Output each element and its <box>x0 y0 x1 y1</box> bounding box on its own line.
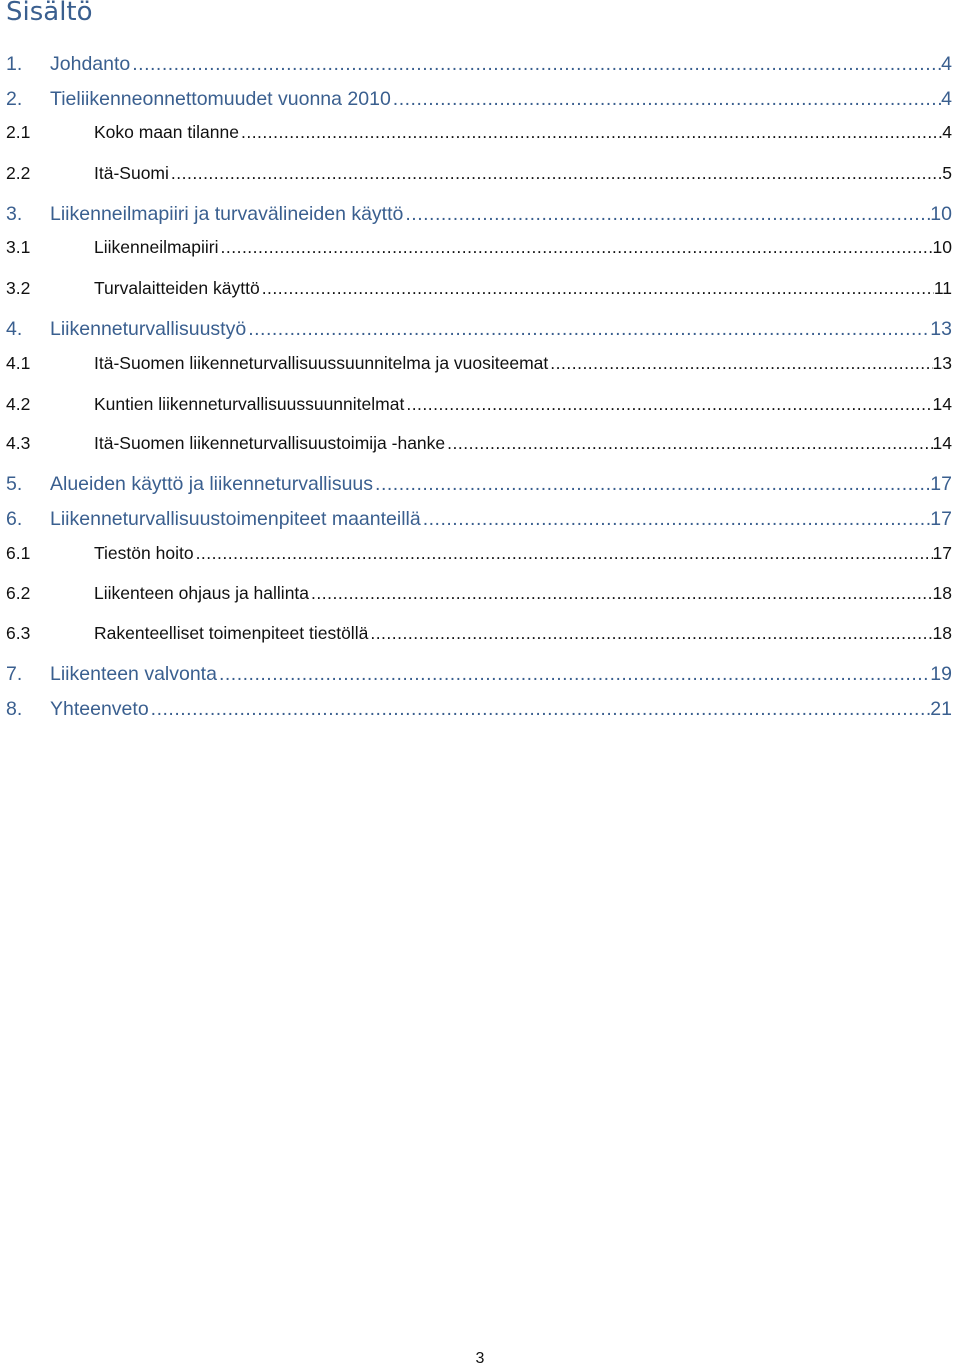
toc-entry-title: Tiestön hoito <box>94 542 194 563</box>
toc-entry-title: Liikenteen valvonta <box>50 662 217 685</box>
toc-dot-leader <box>169 163 942 184</box>
toc-dot-leader <box>373 473 930 496</box>
toc-entry-title: Liikenneturvallisuustyö <box>50 317 247 340</box>
toc-dot-leader <box>404 394 932 415</box>
toc-entry-page: 17 <box>932 542 952 563</box>
toc-entry-2-2[interactable] <box>6 158 952 188</box>
toc-dot-leader <box>260 278 934 299</box>
toc-entry-6-2[interactable] <box>6 578 952 608</box>
toc-dot-leader <box>421 508 931 531</box>
toc-dot-leader <box>217 663 930 686</box>
toc-entry-title: Turvalaitteiden käyttö <box>94 277 260 298</box>
toc-entry-number: 6.1 <box>6 542 31 563</box>
toc-entry-3-2[interactable] <box>6 273 952 303</box>
toc-entry-title: Alueiden käyttö ja liikenneturvallisuus <box>50 472 374 495</box>
toc-entry-title: Liikenneturvallisuustoimenpiteet maanteillä <box>50 507 421 530</box>
toc-entry-title: Tieliikenneonnettomuudet vuonna 2010 <box>50 87 391 110</box>
toc-entry-title: Itä-Suomen liikenneturvallisuussuunnitelma ja vuositeemat <box>94 352 549 373</box>
toc-entry-number: 3.1 <box>6 236 31 257</box>
toc-entry-page: 11 <box>933 277 952 298</box>
toc-entry-page: 4 <box>941 52 952 75</box>
toc-dot-leader <box>239 122 942 143</box>
page-title: Sisältö <box>6 0 93 27</box>
toc-entry-number: 5. <box>6 472 23 495</box>
toc-entry-4[interactable] <box>6 314 952 344</box>
toc-entry-number: 4.1 <box>6 352 31 373</box>
toc-entry-1[interactable] <box>6 49 952 79</box>
toc-dot-leader <box>246 318 930 341</box>
toc-dot-leader <box>445 433 932 454</box>
toc-entry-2-1[interactable] <box>6 117 952 147</box>
toc-dot-leader <box>194 543 933 564</box>
toc-entry-4-3[interactable] <box>6 428 952 458</box>
toc-entry-title: Yhteenveto <box>50 697 149 720</box>
toc-entry-page: 21 <box>930 697 952 720</box>
toc-entry-6-1[interactable] <box>6 538 952 568</box>
toc-entry-2[interactable] <box>6 84 952 114</box>
toc-entry-title: Koko maan tilanne <box>94 121 239 142</box>
toc-entry-page: 13 <box>930 317 952 340</box>
toc-entry-6-3[interactable] <box>6 618 952 648</box>
toc-entry-title: Johdanto <box>50 52 131 75</box>
toc-dot-leader <box>130 53 941 76</box>
toc-entry-number: 4.2 <box>6 393 31 414</box>
toc-entry-page: 5 <box>942 162 952 183</box>
toc-entry-number: 6.2 <box>6 582 31 603</box>
toc-entry-number: 3. <box>6 202 23 225</box>
toc-entry-page: 18 <box>932 622 952 643</box>
toc-entry-page: 13 <box>932 352 952 373</box>
toc-dot-leader <box>309 583 933 604</box>
toc-entry-page: 10 <box>932 236 952 257</box>
toc-dot-leader <box>403 203 930 226</box>
toc-entry-number: 7. <box>6 662 23 685</box>
toc-dot-leader <box>548 353 932 374</box>
toc-dot-leader <box>219 237 933 258</box>
toc-entry-5[interactable] <box>6 469 952 499</box>
toc-dot-leader <box>391 88 941 111</box>
toc-dot-leader <box>368 623 932 644</box>
toc-entry-4-2[interactable] <box>6 389 952 419</box>
toc-entry-page: 10 <box>930 202 952 225</box>
toc-entry-number: 2. <box>6 87 23 110</box>
toc-entry-page: 4 <box>941 87 952 110</box>
toc-entry-3[interactable] <box>6 199 952 229</box>
toc-dot-leader <box>149 698 931 721</box>
toc-entry-3-1[interactable] <box>6 232 952 262</box>
toc-entry-number: 2.2 <box>6 162 31 183</box>
toc-entry-7[interactable] <box>6 659 952 689</box>
toc-entry-number: 4.3 <box>6 432 31 453</box>
toc-entry-title: Liikenneilmapiiri <box>94 236 219 257</box>
toc-entry-number: 8. <box>6 697 23 720</box>
toc-entry-title: Rakenteelliset toimenpiteet tiestöllä <box>94 622 369 643</box>
toc-entry-8[interactable] <box>6 694 952 724</box>
toc-entry-4-1[interactable] <box>6 348 952 378</box>
toc-entry-title: Liikenteen ohjaus ja hallinta <box>94 582 310 603</box>
toc-entry-number: 2.1 <box>6 121 31 142</box>
toc-entry-page: 17 <box>930 507 952 530</box>
toc-entry-number: 6.3 <box>6 622 31 643</box>
toc-entry-number: 4. <box>6 317 23 340</box>
toc-entry-title: Itä-Suomi <box>94 162 169 183</box>
toc-entry-title: Liikenneilmapiiri ja turvavälineiden käyttö <box>50 202 404 225</box>
page-number: 3 <box>475 1350 485 1367</box>
toc-entry-6[interactable] <box>6 504 952 534</box>
toc-entry-page: 19 <box>930 662 952 685</box>
toc-entry-title: Kuntien liikenneturvallisuussuunnitelmat <box>94 393 405 414</box>
toc-entry-page: 14 <box>932 393 952 414</box>
toc-entry-title: Itä-Suomen liikenneturvallisuustoimija -hanke <box>94 432 446 453</box>
toc-entry-number: 1. <box>6 52 23 75</box>
toc-entry-number: 3.2 <box>6 277 31 298</box>
toc-entry-page: 18 <box>932 582 952 603</box>
toc-entry-page: 4 <box>942 121 952 142</box>
toc-entry-number: 6. <box>6 507 23 530</box>
toc-entry-page: 17 <box>930 472 952 495</box>
toc-entry-page: 14 <box>932 432 952 453</box>
